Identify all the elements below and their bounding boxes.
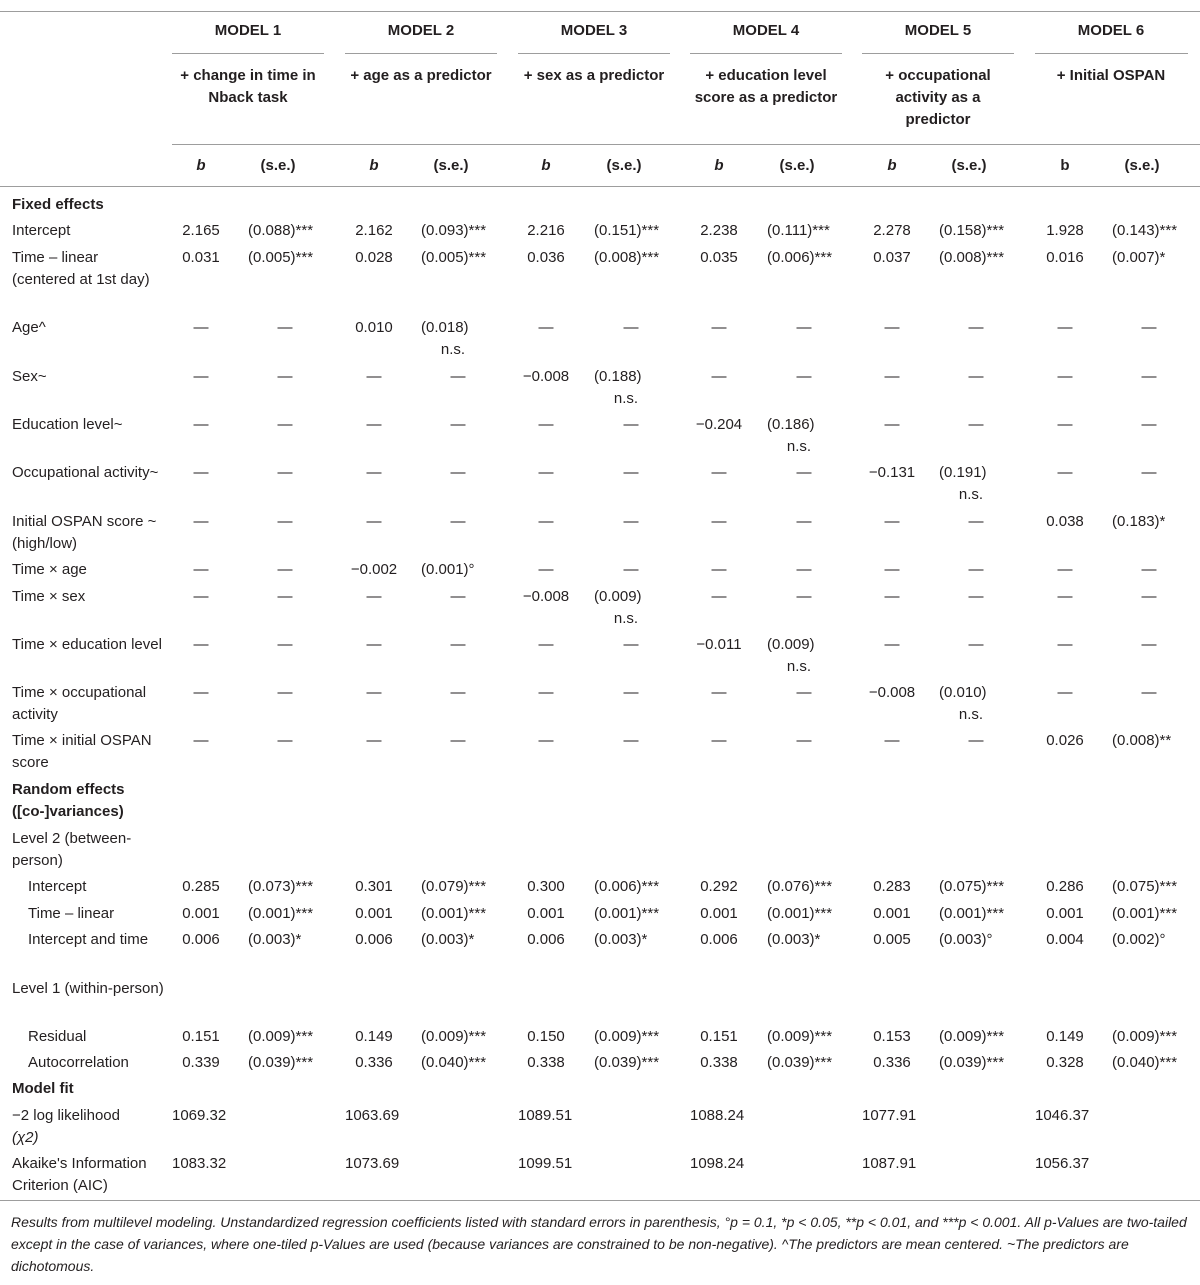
coef-value: —: [538, 561, 554, 578]
coef-value: —: [711, 561, 727, 578]
row-label: Initial OSPAN score ~ (high/low): [12, 513, 157, 552]
model-description: + education level score as a predictor: [694, 67, 838, 106]
se-value: —: [623, 416, 639, 433]
coef-value: —: [1057, 636, 1073, 653]
se-value: (0.006)***: [767, 249, 833, 266]
coef-value: 0.006: [700, 931, 738, 948]
coef-value: —: [366, 732, 382, 749]
se-value: (0.001)***: [594, 905, 660, 922]
se-value: (0.008)***: [939, 249, 1005, 266]
coef-b-header: b: [196, 157, 206, 174]
significance-note: n.s.: [613, 610, 639, 627]
coef-value: —: [193, 513, 209, 530]
table-bottom-rule: [0, 1200, 1200, 1201]
coef-value: —: [193, 368, 209, 385]
coef-value: —: [884, 513, 900, 530]
se-value: (0.009): [594, 588, 642, 605]
se-value: —: [968, 636, 984, 653]
coef-value: 0.006: [355, 931, 393, 948]
fit-value: 1089.51: [518, 1107, 573, 1124]
se-value: —: [277, 684, 293, 701]
model-title: MODEL 2: [387, 22, 455, 39]
significance-note: n.s.: [958, 706, 984, 723]
coef-value: 0.338: [527, 1054, 565, 1071]
coef-value: 0.026: [1046, 732, 1084, 749]
coef-value: —: [1057, 319, 1073, 336]
coef-value: 0.328: [1046, 1054, 1084, 1071]
se-value: —: [1141, 464, 1157, 481]
se-value: —: [450, 368, 466, 385]
coef-b-header: b: [541, 157, 551, 174]
se-value: (0.075)***: [1112, 878, 1178, 895]
section-heading: Model fit: [12, 1080, 74, 1097]
coef-value: 1.928: [1046, 222, 1084, 239]
se-value: —: [968, 732, 984, 749]
se-value: —: [450, 464, 466, 481]
se-value: —: [277, 732, 293, 749]
row-label: Residual: [28, 1028, 87, 1045]
se-value: (0.039)***: [767, 1054, 833, 1071]
se-value: (0.008)**: [1112, 732, 1172, 749]
row-label: Age^: [12, 319, 46, 336]
coef-value: 0.286: [1046, 878, 1084, 895]
se-value: (0.111)***: [767, 222, 830, 239]
coef-value: —: [884, 561, 900, 578]
model-title: MODEL 6: [1077, 22, 1145, 39]
se-value: —: [450, 684, 466, 701]
coef-value: 0.001: [873, 905, 911, 922]
se-value: (0.191): [939, 464, 987, 481]
coef-value: 0.285: [182, 878, 220, 895]
coef-value: —: [884, 588, 900, 605]
model-title: MODEL 3: [560, 22, 628, 39]
significance-note: n.s.: [613, 390, 639, 407]
coef-value: —: [538, 513, 554, 530]
fit-value: 1087.91: [862, 1155, 917, 1172]
fit-value: 1073.69: [345, 1155, 400, 1172]
row-label: Time – linear: [28, 905, 115, 922]
coef-value: —: [366, 588, 382, 605]
se-value: —: [450, 416, 466, 433]
coef-value: —: [711, 368, 727, 385]
fit-value: 1077.91: [862, 1107, 917, 1124]
coef-value: 0.283: [873, 878, 911, 895]
coef-value: 0.001: [527, 905, 565, 922]
model-header-rule: [690, 53, 842, 54]
se-value: (0.003)*: [421, 931, 475, 948]
row-label: Autocorrelation: [28, 1054, 129, 1071]
model-header-rule: [518, 53, 670, 54]
se-value: (0.003)*: [767, 931, 821, 948]
coef-se-header: (s.e.): [1124, 157, 1160, 174]
row-label: Time × initial OSPAN score: [12, 732, 152, 771]
section-heading: Fixed effects: [12, 196, 104, 213]
se-value: —: [1141, 416, 1157, 433]
coef-b-header: b: [714, 157, 724, 174]
coef-value: —: [193, 319, 209, 336]
se-value: (0.001)***: [939, 905, 1005, 922]
coef-value: 0.292: [700, 878, 738, 895]
coef-value: 0.151: [700, 1028, 738, 1045]
section-heading: Random effects ([co-]variances): [12, 781, 125, 820]
coef-value: —: [193, 732, 209, 749]
coef-value: 0.006: [182, 931, 220, 948]
se-value: —: [968, 416, 984, 433]
se-value: (0.001)***: [767, 905, 833, 922]
coef-header-rule: [172, 144, 1200, 145]
se-value: —: [277, 513, 293, 530]
se-value: (0.005)***: [248, 249, 314, 266]
coef-value: −0.002: [350, 561, 398, 578]
coef-se-header: (s.e.): [260, 157, 296, 174]
se-value: —: [277, 319, 293, 336]
se-value: —: [623, 319, 639, 336]
coef-value: 0.004: [1046, 931, 1084, 948]
coef-value: 0.149: [1046, 1028, 1084, 1045]
row-label: Time × age: [12, 561, 87, 578]
se-value: —: [1141, 684, 1157, 701]
coef-value: 2.162: [355, 222, 393, 239]
se-value: —: [450, 732, 466, 749]
coef-value: 0.151: [182, 1028, 220, 1045]
coef-value: —: [538, 319, 554, 336]
se-value: —: [623, 513, 639, 530]
coef-value: 0.005: [873, 931, 911, 948]
coef-value: —: [1057, 684, 1073, 701]
coef-value: 0.036: [527, 249, 565, 266]
se-value: (0.039)***: [594, 1054, 660, 1071]
se-value: —: [968, 368, 984, 385]
coef-value: —: [711, 464, 727, 481]
se-value: (0.075)***: [939, 878, 1005, 895]
se-value: —: [277, 368, 293, 385]
coef-value: 0.300: [527, 878, 565, 895]
se-value: —: [277, 561, 293, 578]
row-label: Time × education level: [12, 636, 162, 653]
se-value: —: [623, 636, 639, 653]
coef-value: —: [366, 636, 382, 653]
se-value: (0.008)***: [594, 249, 660, 266]
coef-value: —: [538, 684, 554, 701]
coef-value: 0.153: [873, 1028, 911, 1045]
coef-value: 0.035: [700, 249, 738, 266]
coef-value: —: [538, 416, 554, 433]
coef-value: —: [193, 464, 209, 481]
model-header-rule: [345, 53, 497, 54]
significance-note: n.s.: [440, 341, 466, 358]
coef-value: 0.001: [1046, 905, 1084, 922]
se-value: (0.005)***: [421, 249, 487, 266]
row-label-note: (χ2): [12, 1129, 39, 1146]
se-value: —: [450, 513, 466, 530]
se-value: (0.002)°: [1112, 931, 1166, 948]
row-label: Time × sex: [12, 588, 86, 605]
se-value: —: [796, 513, 812, 530]
model-description: + occupational activity as a predictor: [885, 67, 991, 128]
se-value: (0.001)°: [421, 561, 475, 578]
se-value: (0.039)***: [248, 1054, 314, 1071]
fit-value: 1088.24: [690, 1107, 745, 1124]
fit-value: 1056.37: [1035, 1155, 1090, 1172]
coef-value: −0.204: [695, 416, 743, 433]
se-value: (0.188): [594, 368, 642, 385]
se-value: —: [796, 464, 812, 481]
coef-value: —: [193, 416, 209, 433]
se-value: —: [623, 684, 639, 701]
coef-value: 2.238: [700, 222, 738, 239]
coef-value: 0.339: [182, 1054, 220, 1071]
header-bottom-rule: [0, 186, 1200, 187]
fit-value: 1046.37: [1035, 1107, 1090, 1124]
se-value: (0.003)*: [248, 931, 302, 948]
coef-se-header: (s.e.): [433, 157, 469, 174]
coef-value: —: [711, 732, 727, 749]
row-label: Intercept: [28, 878, 87, 895]
se-value: —: [968, 513, 984, 530]
coef-se-header: (s.e.): [779, 157, 815, 174]
coef-value: —: [711, 319, 727, 336]
se-value: —: [450, 588, 466, 605]
fit-value: 1098.24: [690, 1155, 745, 1172]
coef-value: 2.165: [182, 222, 220, 239]
se-value: —: [1141, 588, 1157, 605]
se-value: —: [277, 464, 293, 481]
coef-se-header: (s.e.): [951, 157, 987, 174]
se-value: (0.009)***: [939, 1028, 1005, 1045]
se-value: —: [1141, 319, 1157, 336]
se-value: (0.088)***: [248, 222, 314, 239]
se-value: —: [277, 636, 293, 653]
coef-value: 0.336: [355, 1054, 393, 1071]
se-value: —: [796, 588, 812, 605]
model-title: MODEL 1: [214, 22, 282, 39]
coef-value: —: [538, 636, 554, 653]
model-title: MODEL 4: [732, 22, 800, 39]
se-value: (0.079)***: [421, 878, 487, 895]
fit-value: 1063.69: [345, 1107, 400, 1124]
se-value: (0.001)***: [1112, 905, 1178, 922]
row-group-label: Level 2 (between-person): [12, 830, 132, 869]
coef-value: −0.011: [696, 636, 742, 653]
row-label: Sex~: [12, 368, 47, 385]
se-value: —: [1141, 636, 1157, 653]
coef-value: −0.008: [868, 684, 916, 701]
row-label: Occupational activity~: [12, 464, 159, 481]
coef-se-header: (s.e.): [606, 157, 642, 174]
se-value: (0.001)***: [248, 905, 314, 922]
coef-value: —: [884, 368, 900, 385]
row-label: Education level~: [12, 416, 123, 433]
row-group-label: Level 1 (within-person): [12, 980, 164, 997]
se-value: (0.040)***: [1112, 1054, 1178, 1071]
coef-value: 0.338: [700, 1054, 738, 1071]
coef-value: 0.031: [182, 249, 220, 266]
coef-value: —: [884, 319, 900, 336]
coef-value: —: [884, 636, 900, 653]
se-value: —: [968, 588, 984, 605]
se-value: (0.183)*: [1112, 513, 1166, 530]
se-value: —: [1141, 368, 1157, 385]
se-value: (0.158)***: [939, 222, 1005, 239]
se-value: (0.001)***: [421, 905, 487, 922]
coef-value: —: [193, 588, 209, 605]
se-value: (0.009)***: [248, 1028, 314, 1045]
coef-value: —: [884, 732, 900, 749]
coef-value: 0.001: [700, 905, 738, 922]
row-label: Akaike's Information Criterion (AIC): [12, 1155, 147, 1194]
coef-value: 0.150: [527, 1028, 565, 1045]
model-header-rule: [1035, 53, 1188, 54]
model-description: + sex as a predictor: [523, 67, 665, 84]
coef-b-header: b: [887, 157, 897, 174]
se-value: (0.009)***: [767, 1028, 833, 1045]
fit-value: 1069.32: [172, 1107, 227, 1124]
coef-value: —: [1057, 464, 1073, 481]
coef-value: —: [193, 561, 209, 578]
se-value: (0.076)***: [767, 878, 833, 895]
coef-value: —: [193, 684, 209, 701]
se-value: (0.018): [421, 319, 469, 336]
se-value: —: [623, 561, 639, 578]
coef-value: 0.038: [1046, 513, 1084, 530]
se-value: (0.003)*: [594, 931, 648, 948]
coef-value: —: [366, 464, 382, 481]
significance-note: n.s.: [786, 438, 812, 455]
se-value: —: [968, 561, 984, 578]
coef-value: —: [1057, 588, 1073, 605]
coef-value: —: [193, 636, 209, 653]
row-label: Intercept and time: [28, 931, 149, 948]
se-value: (0.007)*: [1112, 249, 1166, 266]
coef-value: 2.278: [873, 222, 911, 239]
coef-value: 0.301: [355, 878, 393, 895]
se-value: —: [796, 368, 812, 385]
se-value: (0.006)***: [594, 878, 660, 895]
model-description: + age as a predictor: [350, 67, 492, 84]
fit-value: 1083.32: [172, 1155, 227, 1172]
fit-value: 1099.51: [518, 1155, 573, 1172]
table-footnote: Results from multilevel modeling. Unstandardized regression coefficients listed with standard errors in parenthesis, °p = 0.1, *p < 0.05, **p < 0.01, and ***p < 0.001. All p-Values are two-tailed except in the case of variances, where one-tiled p-Values are used (because variances are constrained to be non-negative). ^The predictors are mean centered. ~The predictors are dichotomous.: [11, 1214, 1187, 1274]
se-value: (0.010): [939, 684, 987, 701]
se-value: —: [623, 732, 639, 749]
coef-value: —: [366, 513, 382, 530]
se-value: (0.009)***: [421, 1028, 487, 1045]
coef-b-header: b: [369, 157, 379, 174]
coef-value: —: [538, 464, 554, 481]
se-value: (0.009): [767, 636, 815, 653]
model-description: + change in time in Nback task: [180, 67, 316, 106]
se-value: (0.151)***: [594, 222, 660, 239]
coef-value: —: [1057, 368, 1073, 385]
se-value: —: [623, 464, 639, 481]
coef-value: —: [366, 416, 382, 433]
coef-value: 0.010: [355, 319, 393, 336]
coef-value: 2.216: [527, 222, 565, 239]
coef-value: 0.149: [355, 1028, 393, 1045]
row-label: −2 log likelihood: [12, 1107, 120, 1124]
se-value: (0.040)***: [421, 1054, 487, 1071]
coef-b-header: b: [1060, 157, 1070, 174]
coef-value: —: [884, 416, 900, 433]
table-top-rule: [0, 11, 1200, 12]
coef-value: 0.001: [182, 905, 220, 922]
coef-value: —: [1057, 416, 1073, 433]
se-value: (0.073)***: [248, 878, 314, 895]
se-value: (0.039)***: [939, 1054, 1005, 1071]
coef-value: 0.336: [873, 1054, 911, 1071]
se-value: —: [796, 732, 812, 749]
coef-value: 0.016: [1046, 249, 1084, 266]
significance-note: n.s.: [958, 486, 984, 503]
coef-value: −0.008: [522, 368, 570, 385]
se-value: —: [1141, 561, 1157, 578]
model-title: MODEL 5: [904, 22, 972, 39]
row-label: Intercept: [12, 222, 71, 239]
coef-value: —: [1057, 561, 1073, 578]
se-value: —: [796, 319, 812, 336]
coef-value: −0.008: [522, 588, 570, 605]
coef-value: —: [538, 732, 554, 749]
se-value: (0.009)***: [1112, 1028, 1178, 1045]
coef-value: 0.037: [873, 249, 911, 266]
se-value: —: [277, 588, 293, 605]
model-header-rule: [862, 53, 1014, 54]
se-value: (0.093)***: [421, 222, 487, 239]
se-value: —: [450, 636, 466, 653]
coef-value: —: [366, 368, 382, 385]
coef-value: —: [711, 588, 727, 605]
coef-value: 0.028: [355, 249, 393, 266]
se-value: (0.009)***: [594, 1028, 660, 1045]
se-value: —: [277, 416, 293, 433]
coef-value: —: [366, 684, 382, 701]
se-value: (0.143)***: [1112, 222, 1178, 239]
se-value: —: [968, 319, 984, 336]
significance-note: n.s.: [786, 658, 812, 675]
se-value: —: [796, 684, 812, 701]
row-label: Time – linear (centered at 1st day): [12, 249, 150, 288]
se-value: (0.186): [767, 416, 815, 433]
coef-value: —: [711, 684, 727, 701]
coef-value: 0.006: [527, 931, 565, 948]
coef-value: −0.131: [868, 464, 916, 481]
row-label: Time × occupational activity: [12, 684, 147, 723]
se-value: (0.003)°: [939, 931, 993, 948]
model-header-rule: [172, 53, 324, 54]
coef-value: 0.001: [355, 905, 393, 922]
coef-value: —: [711, 513, 727, 530]
model-description: + Initial OSPAN: [1056, 67, 1166, 84]
se-value: —: [796, 561, 812, 578]
